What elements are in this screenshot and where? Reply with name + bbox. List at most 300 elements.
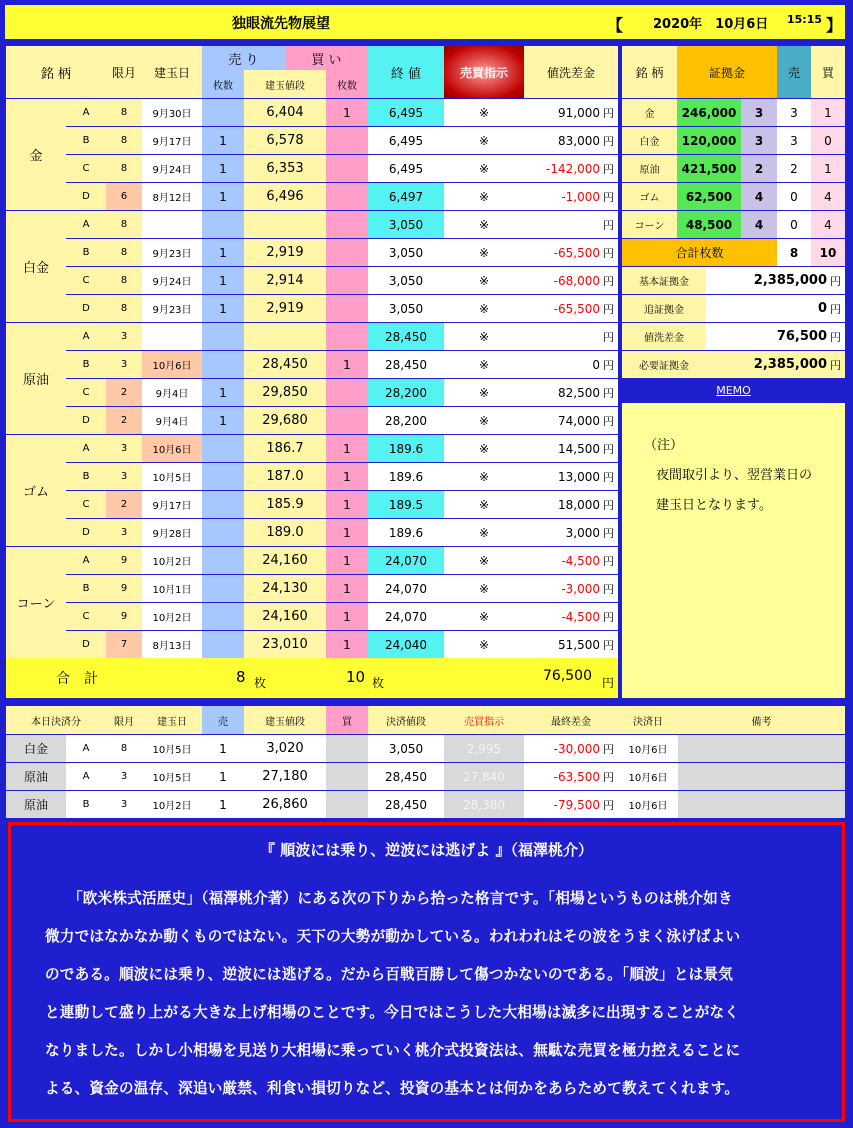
position-label: B	[66, 575, 106, 602]
quote-box	[8, 822, 845, 1122]
sell-count: 1	[202, 295, 244, 322]
settled-date: 10月2日	[142, 791, 202, 818]
sell-count: 1	[202, 407, 244, 434]
unit-label: 円	[603, 470, 614, 484]
memo-line: 夜間取引より、翌営業日の	[656, 468, 813, 483]
settled-header-date: 建玉日	[142, 706, 202, 734]
settled-close: 28,450	[368, 763, 444, 790]
settled-header-instruction: 売買指示	[444, 706, 524, 734]
unit-label: 円	[603, 218, 614, 232]
position-label: A	[66, 435, 106, 462]
sell-count-header: 枚数	[202, 70, 244, 98]
quote-line: なりました。しかし小相場を見送り大相場に乗っていく桃介式投資法は、無駄な売買を極力控えることに	[45, 1042, 741, 1059]
sell-count	[202, 603, 244, 630]
position-label: A	[66, 211, 106, 238]
report-time: 15:15	[787, 13, 823, 26]
buy-count	[326, 127, 368, 154]
sell-count	[202, 547, 244, 574]
unit-label: 円	[830, 330, 841, 344]
mark-to-market-diff	[524, 491, 618, 518]
open-price: 29,680	[244, 407, 326, 434]
trade-instruction: ※	[444, 267, 524, 294]
settled-final-diff-value: -63,500	[553, 769, 600, 784]
date-bracket-close: 】	[826, 16, 843, 35]
position-label: C	[66, 491, 106, 518]
contract-month: 8	[106, 211, 142, 238]
unit-label: 円	[603, 526, 614, 540]
sell-count	[202, 575, 244, 602]
unit-label: 円	[603, 330, 614, 344]
margin-brand: ゴム	[622, 183, 677, 210]
margin-lots: 4	[741, 211, 777, 238]
settled-header-month: 限月	[106, 706, 142, 734]
total-lots-buy: 10	[811, 239, 845, 266]
close-price: 24,070	[368, 575, 444, 602]
buy-count: 1	[326, 519, 368, 546]
settled-close: 28,450	[368, 791, 444, 818]
close-price: 6,495	[368, 127, 444, 154]
total-lots-sell: 8	[777, 239, 811, 266]
trade-instruction: ※	[444, 575, 524, 602]
position-label: C	[66, 267, 106, 294]
settled-final-diff	[524, 791, 618, 818]
settled-position: A	[66, 735, 106, 762]
buy-count: 1	[326, 575, 368, 602]
open-date: 9月23日	[142, 295, 202, 322]
trade-instruction: ※	[444, 295, 524, 322]
settled-header-settle-date: 決済日	[618, 706, 678, 734]
group-name: ゴム	[6, 435, 66, 546]
position-label: B	[66, 239, 106, 266]
mark-to-market-diff	[524, 351, 618, 378]
margin-lots: 3	[741, 127, 777, 154]
margin-brand: 原油	[622, 155, 677, 182]
mark-to-market-diff	[524, 519, 618, 546]
open-date: 9月28日	[142, 519, 202, 546]
contract-month: 2	[106, 407, 142, 434]
settled-header-sell: 売	[202, 706, 244, 734]
mark-to-market-diff-value: 74,000	[558, 413, 600, 428]
open-price: 6,496	[244, 183, 326, 210]
unit-label: 円	[603, 190, 614, 204]
trade-instruction: ※	[444, 99, 524, 126]
buy-count: 1	[326, 547, 368, 574]
settled-position: A	[66, 763, 106, 790]
price-header: 建玉値段	[244, 70, 326, 98]
settled-brand: 白金	[6, 735, 66, 762]
settled-settle-date: 10月6日	[618, 791, 678, 818]
mark-to-market-diff-value: 83,000	[558, 133, 600, 148]
unit-label: 円	[603, 134, 614, 148]
position-label: C	[66, 379, 106, 406]
buy-count	[326, 155, 368, 182]
open-price	[244, 211, 326, 238]
mark-to-market-diff-value: -65,500	[553, 301, 600, 316]
settled-sell: 1	[202, 763, 244, 790]
trade-instruction: ※	[444, 379, 524, 406]
sell-count	[202, 211, 244, 238]
summary-label: 追証拠金	[622, 295, 706, 322]
mark-to-market-diff-value: 0	[592, 357, 600, 372]
contract-month: 3	[106, 519, 142, 546]
page-title: 独眼流先物展望	[232, 16, 330, 32]
mark-to-market-diff-value: 13,000	[558, 469, 600, 484]
total-row	[6, 658, 618, 698]
settled-price: 26,860	[244, 791, 326, 818]
close-price: 24,070	[368, 603, 444, 630]
margin-sell: 0	[777, 183, 811, 210]
mark-to-market-diff	[524, 379, 618, 406]
quote-line: と連動して盛り上がる大きな上げ相場のことです。今日ではこうした大相場は滅多に出現することがなく	[45, 1004, 740, 1021]
mark-to-market-diff-value: -68,000	[553, 273, 600, 288]
sell-count	[202, 323, 244, 350]
summary-value	[706, 295, 845, 322]
settled-header-note: 備考	[678, 706, 845, 734]
mark-to-market-diff	[524, 603, 618, 630]
total-buy-count: 10	[346, 668, 366, 686]
buy-count: 1	[326, 435, 368, 462]
quote-title: 『 順波には乗り、逆波には逃げよ 』（福澤桃介）	[260, 841, 593, 859]
settled-final-diff	[524, 735, 618, 762]
open-date: 9月30日	[142, 99, 202, 126]
close-price: 6,495	[368, 155, 444, 182]
buy-count	[326, 211, 368, 238]
settled-date: 10月5日	[142, 763, 202, 790]
mark-to-market-diff	[524, 407, 618, 434]
buy-count: 1	[326, 351, 368, 378]
mark-to-market-diff-value: 3,000	[565, 525, 600, 540]
open-date: 10月2日	[142, 603, 202, 630]
settled-instruction: 2,995	[444, 735, 524, 762]
mark-to-market-diff	[524, 155, 618, 182]
open-price: 2,919	[244, 239, 326, 266]
contract-month: 8	[106, 267, 142, 294]
close-price: 6,497	[368, 183, 444, 210]
total-label: 合 計	[56, 671, 98, 687]
position-label: D	[66, 295, 106, 322]
open-date: 9月4日	[142, 407, 202, 434]
margin-brand: コーン	[622, 211, 677, 238]
unit-label: 円	[603, 302, 614, 316]
unit-label: 円	[603, 442, 614, 456]
unit-label: 円	[603, 638, 614, 652]
unit-label: 円	[603, 414, 614, 428]
margin-sell: 0	[777, 211, 811, 238]
trade-instruction: ※	[444, 631, 524, 658]
margin-sell: 2	[777, 155, 811, 182]
open-price	[244, 323, 326, 350]
position-label: D	[66, 183, 106, 210]
mark-to-market-diff-value: -65,500	[553, 245, 600, 260]
margin-sell: 3	[777, 99, 811, 126]
settled-note	[678, 763, 845, 790]
group-name: 白金	[6, 211, 66, 322]
settled-header-final-diff: 最終差金	[524, 706, 618, 734]
close-price: 3,050	[368, 267, 444, 294]
trade-instruction: ※	[444, 603, 524, 630]
contract-month: 6	[106, 183, 142, 210]
mark-to-market-diff-value: -142,000	[546, 161, 600, 176]
open-price: 186.7	[244, 435, 326, 462]
mark-to-market-diff	[524, 99, 618, 126]
trade-instruction: ※	[444, 211, 524, 238]
header-bar	[5, 5, 845, 39]
open-price: 189.0	[244, 519, 326, 546]
close-price: 24,040	[368, 631, 444, 658]
sell-count	[202, 435, 244, 462]
position-label: B	[66, 351, 106, 378]
settled-sell: 1	[202, 791, 244, 818]
col-brand-header: 銘 柄	[6, 46, 106, 98]
report-date: 2020年 10月6日	[653, 17, 769, 32]
position-label: C	[66, 155, 106, 182]
open-price: 6,404	[244, 99, 326, 126]
buy-count: 1	[326, 603, 368, 630]
close-price: 3,050	[368, 211, 444, 238]
contract-month: 9	[106, 547, 142, 574]
trade-instruction: ※	[444, 323, 524, 350]
buy-count	[326, 267, 368, 294]
margin-sell: 3	[777, 127, 811, 154]
settled-final-diff-value: -79,500	[553, 797, 600, 812]
mark-to-market-diff-value: 14,500	[558, 441, 600, 456]
open-price: 2,919	[244, 295, 326, 322]
close-price: 189.6	[368, 463, 444, 490]
mark-to-market-diff	[524, 463, 618, 490]
mark-to-market-diff	[524, 183, 618, 210]
sell-count	[202, 99, 244, 126]
contract-month: 2	[106, 491, 142, 518]
margin-lots: 3	[741, 99, 777, 126]
unit-label: 円	[830, 302, 841, 316]
open-price: 24,130	[244, 575, 326, 602]
trade-instruction: ※	[444, 239, 524, 266]
buy-count: 1	[326, 99, 368, 126]
settled-final-diff	[524, 763, 618, 790]
buy-header: 買 い	[285, 46, 368, 70]
buy-count	[326, 295, 368, 322]
open-date: 9月4日	[142, 379, 202, 406]
position-label: D	[66, 631, 106, 658]
close-header: 終 値	[368, 46, 444, 98]
settled-settle-date: 10月6日	[618, 735, 678, 762]
unit-label: 円	[603, 610, 614, 624]
contract-month: 3	[106, 435, 142, 462]
trade-instruction: ※	[444, 519, 524, 546]
sell-count	[202, 351, 244, 378]
unit-label: 円	[603, 770, 614, 784]
margin-lots: 4	[741, 183, 777, 210]
trade-instruction: ※	[444, 547, 524, 574]
settled-month: 8	[106, 735, 142, 762]
sell-header: 売 り	[202, 46, 285, 70]
quote-line: 「欧米株式活歴史」（福澤桃介著）にある次の下りから拾った格言です。「相場というものは桃介如き	[68, 890, 733, 907]
trade-instruction: ※	[444, 463, 524, 490]
settled-brand: 原油	[6, 763, 66, 790]
contract-month: 3	[106, 351, 142, 378]
margin-buy: 4	[811, 211, 845, 238]
memo-line: （注）	[644, 438, 684, 453]
memo-line: 建玉日となります。	[656, 498, 772, 513]
quote-line: 微力ではなかなか動くものではない。天下の大勢が動かしている。われわれはその波をうまく泳げばよい	[45, 928, 741, 945]
open-price: 23,010	[244, 631, 326, 658]
margin-sell-header: 売	[777, 46, 811, 98]
position-label: B	[66, 463, 106, 490]
summary-value-value: 0	[817, 301, 827, 316]
total-diff-unit: 円	[602, 676, 615, 690]
margin-amount: 120,000	[677, 127, 741, 154]
mark-to-market-diff	[524, 631, 618, 658]
margin-lots: 2	[741, 155, 777, 182]
unit-label: 円	[603, 554, 614, 568]
margin-buy: 0	[811, 127, 845, 154]
sell-count: 1	[202, 379, 244, 406]
mark-to-market-diff-value: 18,000	[558, 497, 600, 512]
mark-to-market-diff	[524, 127, 618, 154]
open-price: 6,353	[244, 155, 326, 182]
unit-label: 円	[603, 358, 614, 372]
sell-count: 1	[202, 267, 244, 294]
sell-count: 1	[202, 183, 244, 210]
open-date	[142, 323, 202, 350]
close-price: 189.6	[368, 435, 444, 462]
close-price: 3,050	[368, 295, 444, 322]
diff-header: 値洗差金	[524, 46, 618, 98]
mark-to-market-diff-value: -4,500	[561, 609, 600, 624]
contract-month: 9	[106, 575, 142, 602]
close-price: 189.6	[368, 519, 444, 546]
summary-value	[706, 323, 845, 350]
summary-value	[706, 267, 845, 294]
contract-month: 7	[106, 631, 142, 658]
margin-buy: 4	[811, 183, 845, 210]
margin-brand-header: 銘 柄	[622, 46, 677, 98]
buy-count	[326, 183, 368, 210]
close-price: 28,200	[368, 407, 444, 434]
contract-month: 8	[106, 155, 142, 182]
open-date: 9月23日	[142, 239, 202, 266]
buy-count	[326, 323, 368, 350]
total-sell-unit: 枚	[254, 676, 267, 690]
settled-price: 27,180	[244, 763, 326, 790]
total-sell-count: 8	[236, 668, 246, 686]
buy-count	[326, 407, 368, 434]
settled-note	[678, 735, 845, 762]
margin-header: 証拠金	[677, 46, 777, 98]
summary-label: 必要証拠金	[622, 351, 706, 378]
settled-brand: 原油	[6, 791, 66, 818]
contract-month: 2	[106, 379, 142, 406]
open-date: 9月17日	[142, 127, 202, 154]
open-price: 24,160	[244, 547, 326, 574]
quote-line: よる、資金の温存、深追い厳禁、利食い損切りなど、投資の基本とは何かをあらためて教えてくれます。	[45, 1080, 740, 1097]
position-label: C	[66, 603, 106, 630]
open-price: 6,578	[244, 127, 326, 154]
unit-label: 円	[603, 246, 614, 260]
total-lots-label: 合計枚数	[622, 239, 777, 266]
open-date	[142, 211, 202, 238]
buy-count-header: 枚数	[326, 70, 368, 98]
unit-label: 円	[603, 386, 614, 400]
open-date: 9月24日	[142, 267, 202, 294]
contract-month: 8	[106, 127, 142, 154]
open-price: 28,450	[244, 351, 326, 378]
sell-count: 1	[202, 239, 244, 266]
memo-title[interactable]: MEMO	[716, 383, 751, 397]
summary-value-value: 2,385,000	[753, 273, 827, 288]
open-date: 10月2日	[142, 547, 202, 574]
open-price: 185.9	[244, 491, 326, 518]
contract-month: 8	[106, 295, 142, 322]
mark-to-market-diff	[524, 323, 618, 350]
memo-body	[622, 403, 845, 698]
contract-month: 8	[106, 99, 142, 126]
buy-count: 1	[326, 463, 368, 490]
settled-buy	[326, 763, 368, 790]
open-date: 10月6日	[142, 351, 202, 378]
unit-label: 円	[830, 274, 841, 288]
position-label: A	[66, 323, 106, 350]
unit-label: 円	[603, 798, 614, 812]
settled-sell: 1	[202, 735, 244, 762]
settled-instruction: 28,380	[444, 791, 524, 818]
sell-count	[202, 463, 244, 490]
buy-count: 1	[326, 631, 368, 658]
contract-month: 3	[106, 323, 142, 350]
summary-label: 値洗差金	[622, 323, 706, 350]
mark-to-market-diff-value: 82,500	[558, 385, 600, 400]
settled-header-price: 建玉値段	[244, 706, 326, 734]
mark-to-market-diff-value: -1,000	[561, 189, 600, 204]
unit-label: 円	[603, 742, 614, 756]
margin-amount: 48,500	[677, 211, 741, 238]
summary-value-value: 2,385,000	[753, 357, 827, 372]
mark-to-market-diff	[524, 295, 618, 322]
mark-to-market-diff	[524, 211, 618, 238]
sell-count: 1	[202, 155, 244, 182]
instruction-header: 売買指示	[444, 46, 524, 98]
close-price: 28,450	[368, 323, 444, 350]
trade-instruction: ※	[444, 491, 524, 518]
margin-brand: 金	[622, 99, 677, 126]
open-price: 2,914	[244, 267, 326, 294]
open-date: 9月24日	[142, 155, 202, 182]
settled-date: 10月5日	[142, 735, 202, 762]
unit-label: 円	[603, 162, 614, 176]
margin-buy-header: 買	[811, 46, 845, 98]
mark-to-market-diff-value: -4,500	[561, 553, 600, 568]
settled-month: 3	[106, 791, 142, 818]
memo-title-bar	[622, 379, 845, 401]
total-buy-unit: 枚	[372, 676, 385, 690]
unit-label: 円	[603, 274, 614, 288]
summary-value	[706, 351, 845, 378]
buy-count	[326, 239, 368, 266]
settled-price: 3,020	[244, 735, 326, 762]
contract-month: 9	[106, 603, 142, 630]
unit-label: 円	[603, 582, 614, 596]
margin-brand: 白金	[622, 127, 677, 154]
settled-position: B	[66, 791, 106, 818]
close-price: 189.5	[368, 491, 444, 518]
mark-to-market-diff	[524, 547, 618, 574]
mark-to-market-diff	[524, 239, 618, 266]
open-date: 10月5日	[142, 463, 202, 490]
position-label: D	[66, 519, 106, 546]
trade-instruction: ※	[444, 127, 524, 154]
mark-to-market-diff-value: -3,000	[561, 581, 600, 596]
close-price: 28,450	[368, 351, 444, 378]
